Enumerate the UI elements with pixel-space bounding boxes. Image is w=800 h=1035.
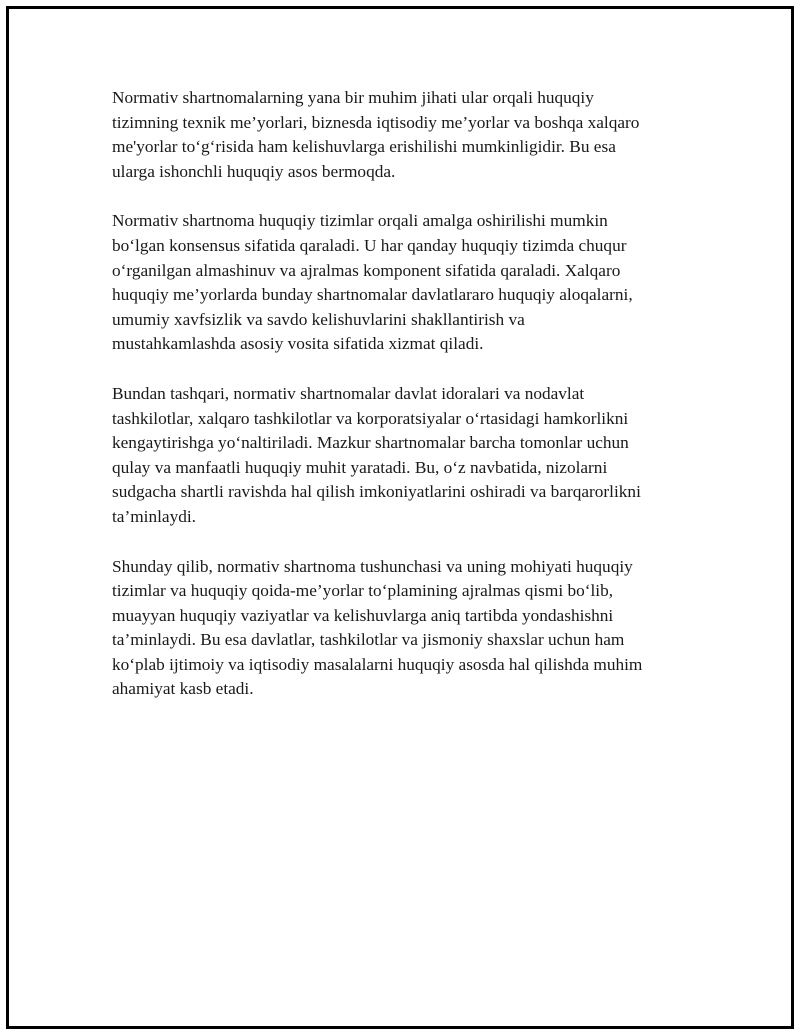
- paragraph-2: Normativ shartnoma huquqiy tizimlar orqali amalga oshirilishi mumkin bo‘lgan konsensus sifatida qaraladi. U har qanday huquqiy tizimda chuqur o‘rganilgan almashinuv va ajralmas komponent sifatida qaraladi. Xalqaro huquqiy me’yorlarda bunday shartnomalar davlatlararo huquqiy aloqalarni, umumiy xavfsizlik va savdo kelishuvlarini shakllantirish va mustahkamlashda asosiy vosita sifatida xizmat qiladi.: [112, 211, 633, 354]
- paragraph-1: Normativ shartnomalarning yana bir muhim jihati ular orqali huquqiy tizimning texnik me’yorlari, biznesda iqtisodiy me’yorlar va boshqa xalqaro me'yorlar to‘g‘risida ham kelishuvlarga erishilishi mumkinligidir. Bu esa ularga ishonchli huquqiy asos bermoqda.: [112, 88, 640, 181]
- paragraph-3: Bundan tashqari, normativ shartnomalar davlat idoralari va nodavlat tashkilotlar, xalqaro tashkilotlar va korporatsiyalar o‘rtasidagi hamkorlikni kengaytirishga yo‘naltiriladi. Mazkur shartnomalar barcha tomonlar uchun qulay va manfaatli huquqiy muhit yaratadi. Bu, o‘z navbatida, nizolarni sudgacha shartli ravishda hal qilish imkoniyatlarini oshiradi va barqarorlikni ta’minlaydi.: [112, 383, 641, 526]
- paragraph-4: Shunday qilib, normativ shartnoma tushunchasi va uning mohiyati huquqiy tizimlar va huquqiy qoida-me’yorlar to‘plamining ajralmas qismi bo‘lib, muayyan huquqiy vaziyatlar va kelishuvlarga aniq tartibda yondashishni ta’minlaydi. Bu esa davlatlar, tashkilotlar va jismoniy shaxslar uchun ham ko‘plab ijtimoiy va iqtisodiy masalalarni huquqiy asosda hal qilishda muhim ahamiyat kasb etadi.: [112, 556, 643, 699]
- page-content: [112, 86, 702, 727]
